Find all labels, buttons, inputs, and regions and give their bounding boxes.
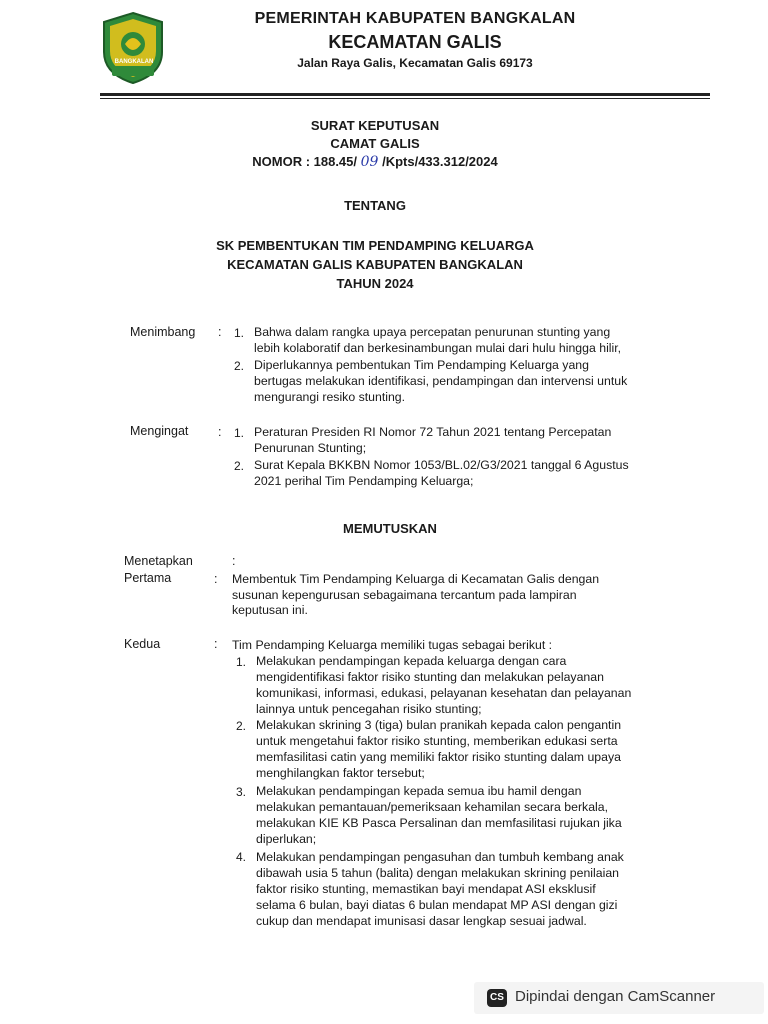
- kedua-task-2-line-1: Melakukan skrining 3 (tiga) bulan pranikah kepada calon pengantin: [256, 718, 622, 732]
- menetapkan-colon: :: [232, 554, 236, 568]
- menetapkan-label: Menetapkan: [124, 554, 193, 568]
- kedua-task-4-line-2: dibawah usia 5 tahun (balita) dengan melakukan skrining penilaian: [256, 866, 619, 880]
- pertama-line-3: keputusan ini.: [232, 603, 308, 617]
- mengingat-item-2-line-2: 2021 perihal Tim Pendamping Keluarga;: [254, 474, 474, 488]
- letterhead-rule-thin: [100, 98, 710, 99]
- menimbang-item-2-line-3: mengurangi resiko stunting.: [254, 390, 406, 404]
- menimbang-item-1-line-1: Bahwa dalam rangka upaya percepatan penurunan stunting yang: [254, 325, 611, 339]
- decree-subject-1: SK PEMBENTUKAN TIM PENDAMPING KELUARGA: [216, 238, 534, 253]
- kedua-task-2-line-2: untuk mengetahui faktor risiko stunting, memberikan edukasi serta: [256, 734, 618, 748]
- kedua-task-1-number: 1.: [236, 655, 247, 669]
- mengingat-item-2-number: 2.: [234, 459, 245, 473]
- decree-title: SURAT KEPUTUSAN: [310, 118, 440, 133]
- menimbang-item-2-line-2: bertugas melakukan identifikasi, pendampingan dan intervensi untuk: [254, 374, 628, 388]
- kedua-task-2-number: 2.: [236, 719, 247, 733]
- menimbang-item-2-line-1: Diperlukannya pembentukan Tim Pendamping Keluarga yang: [254, 358, 589, 372]
- decree-number-prefix: NOMOR : 188.45/: [252, 154, 358, 169]
- mengingat-label: Mengingat: [130, 424, 189, 438]
- kedua-task-3-line-1: Melakukan pendampingan kepada semua ibu hamil dengan: [256, 784, 582, 798]
- mengingat-item-2-line-1: Surat Kepala BKKBN Nomor 1053/BL.02/G3/2021 tanggal 6 Agustus: [254, 458, 629, 472]
- kedua-task-3-line-2: melakukan pemantauan/pemeriksaan kehamilan secara berkala,: [256, 800, 609, 814]
- kedua-task-1-line-2: mengidentifikasi faktor risiko stunting dan melakukan pelayanan: [256, 670, 604, 684]
- kedua-task-3-number: 3.: [236, 785, 247, 799]
- scanner-label: Dipindai dengan CamScanner: [515, 988, 716, 1005]
- camscanner-icon: CS: [487, 989, 507, 1007]
- kedua-task-3-line-4: diperlukan;: [256, 832, 317, 846]
- mengingat-item-1-line-1: Peraturan Presiden RI Nomor 72 Tahun 2021 tentang Percepatan: [254, 425, 612, 439]
- menimbang-label: Menimbang: [130, 325, 196, 339]
- kedua-task-4-line-4: selama 6 bulan, bayi diatas 6 bulan mendapat MP ASI dengan gizi: [256, 898, 618, 912]
- regency-logo: [98, 10, 168, 86]
- decree-number-handwritten: 09: [360, 154, 379, 170]
- mengingat-item-1-line-2: Penurunan Stunting;: [254, 441, 367, 455]
- kedua-task-1-line-1: Melakukan pendampingan kepada keluarga dengan cara: [256, 654, 567, 668]
- mengingat-colon: :: [218, 425, 222, 439]
- kedua-task-4-line-3: faktor risiko stunting, memastikan bayi mendapat ASI eksklusif: [256, 882, 596, 896]
- decree-subject-3: TAHUN 2024: [336, 276, 414, 291]
- letterhead-district: KECAMATAN GALIS: [328, 32, 502, 52]
- kedua-task-2-line-4: menghilangkan faktor tersebut;: [256, 766, 425, 780]
- kedua-colon: :: [214, 637, 218, 651]
- kedua-task-1-line-3: komunikasi, informasi, edukasi, pelayanan kesehatan dan pelayanan: [256, 686, 632, 700]
- decree-issuer: CAMAT GALIS: [330, 136, 420, 151]
- memutuskan-heading: MEMUTUSKAN: [343, 521, 437, 536]
- kedua-task-4-line-5: cukup dan mendapat imunisasi dasar lengkap sesuai jadwal.: [256, 914, 587, 928]
- pertama-label: Pertama: [124, 571, 172, 585]
- pertama-line-1: Membentuk Tim Pendamping Keluarga di Kecamatan Galis dengan: [232, 572, 600, 586]
- decree-subject-2: KECAMATAN GALIS KABUPATEN BANGKALAN: [227, 257, 523, 272]
- pertama-colon: :: [214, 572, 218, 586]
- kedua-task-4-number: 4.: [236, 850, 247, 864]
- decree-about: TENTANG: [344, 198, 406, 213]
- letterhead-government: PEMERINTAH KABUPATEN BANGKALAN: [254, 10, 576, 27]
- kedua-task-2-line-3: memfasilitasi catin yang memiliki faktor risiko stunting dalam upaya: [256, 750, 621, 764]
- menimbang-colon: :: [218, 325, 222, 339]
- menimbang-item-1-line-2: lebih kolaboratif dan berkesinambungan mulai dari hulu hingga hilir,: [254, 341, 622, 355]
- kedua-task-4-line-1: Melakukan pendampingan pengasuhan dan tumbuh kembang anak: [256, 850, 624, 864]
- pertama-line-2: susunan kepengurusan sebagaimana tercantum pada lampiran: [232, 588, 577, 602]
- letterhead-rule-thick: [100, 93, 710, 96]
- menimbang-item-2-number: 2.: [234, 359, 245, 373]
- decree-number: [150, 154, 600, 170]
- kedua-label: Kedua: [124, 637, 161, 651]
- logo-caption: BANGKALAN: [114, 59, 154, 65]
- kedua-intro: Tim Pendamping Keluarga memiliki tugas sebagai berikut :: [232, 638, 553, 652]
- kedua-task-3-line-3: melakukan KIE KB Pasca Persalinan dan memfasilitasi rujukan jika: [256, 816, 622, 830]
- decree-number-suffix: /Kpts/433.312/2024: [382, 154, 498, 169]
- kedua-task-1-line-4: lainnya untuk pencegahan risiko stunting;: [256, 702, 482, 716]
- menimbang-item-1-number: 1.: [234, 326, 245, 340]
- letterhead-address: Jalan Raya Galis, Kecamatan Galis 69173: [297, 56, 533, 70]
- mengingat-item-1-number: 1.: [234, 426, 245, 440]
